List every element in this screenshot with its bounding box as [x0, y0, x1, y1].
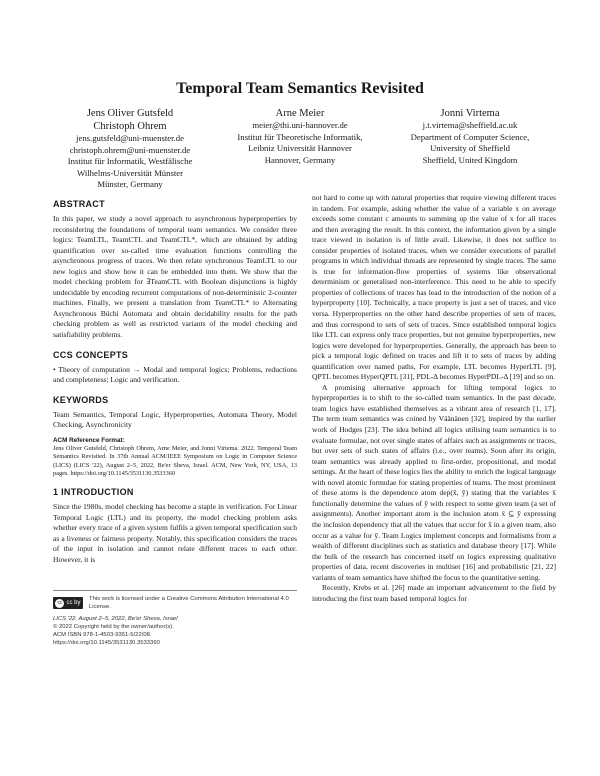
- author-names-1: Jens Oliver Gutsfeld Christoph Ohrem: [86, 108, 174, 132]
- license-text: This work is licensed under a Creative Commons Attribution International 4.0 License.: [89, 596, 289, 610]
- intro-text: Since the 1980s, model checking has become a staple in verification. For Linear Temporal Logic (LTL) and its property, the model checking problem asks whether every trace of a given system fulfils a given temporal specification such as a liveness or fairness property. Notably, this specification considers the traces of the input in isolation and cannot relate different traces to each other. However, it is: [53, 502, 297, 564]
- acm-reference: [53, 437, 297, 478]
- keywords-text: Team Semantics, Temporal Logic, Hyperproperties, Automata Theory, Model Checking, Asynchronicity: [53, 409, 297, 430]
- cc-badge-text: cc by: [66, 600, 81, 606]
- acm-reference-label: ACM Reference Format:: [53, 436, 125, 444]
- author-names-3: Jonni Virtema: [440, 108, 500, 119]
- license-footer: [53, 590, 297, 647]
- right-paragraph-3: Recently, Krebs et al. [26] made an important advancement to the field by introducing the first team based temporal logics for: [312, 583, 556, 603]
- ccs-heading: CCS CONCEPTS: [53, 349, 129, 360]
- author-names-2: Arne Meier: [275, 108, 325, 119]
- author-affiliation-1: jens.gutsfeld@uni-muenster.de christoph.ohrem@uni-muenster.de Institut für Informatik, Westfälische Wilhelms-Universität Münster Münster, Germany: [67, 133, 193, 190]
- right-paragraph-2: A promising alternative approach for lifting temporal logics to hyperproperties is to shift to the so-called team semantics. In the past decade, team logics have established themselves as a vibrant area of research [1, 17]. The term team semantics was coined by Väänänen [32], inspired by the earlier work of Hodges [23]. The idea behind all logics utilising team semantics is to evaluate formulae, not over single states of affairs such as assignments or traces, but over sets of such states of affairs (i.e., over teams). Soon after its origin, team semantics was already applied to first-order, propositional, and modal settings. At the heart of these logics lies the ability to enrich the logical language with novel atomic formulae for stating properties of teams. The most prominent of these atoms is the dependence atom dep(x̄, ȳ) stating that the variables x̄ functionally determine the values of ȳ with respect to some given team (a set of assignments). Another important atom is the inclusion atom x̄ ⊆ ȳ expressing the inclusion dependency that all the values that occur for x̄ in a given team, also occur as a value for ȳ. Team Logics implement concepts and formalisms from a wealth of different disciplines such as statistics and database theory [17]. While the bulk of the research has concerned itself on logics expressing qualitative properties of data, recent discoveries in multiset [16] and probabilistic [21, 22] variants of team semantics have shifted the focus to the quantitative setting.: [312, 382, 556, 582]
- author-block-2: [222, 107, 378, 166]
- ccs-text: • Theory of computation → Modal and temporal logics; Problems, reductions and completeness; Logic and verification.: [53, 364, 297, 385]
- paper-title: Temporal Team Semantics Revisited: [176, 80, 424, 97]
- author-affiliation-2: meier@thi.uni-hannover.de Institut für Theoretische Informatik, Leibniz Universität Hannover Hannover, Germany: [237, 120, 363, 165]
- doi-link[interactable]: https://doi.org/10.1145/3531130.3533360: [53, 640, 160, 646]
- isbn-line: ACM ISBN 978-1-4503-9351-5/22/08.: [53, 632, 152, 638]
- right-paragraph-1: not hard to come up with natural properties that require viewing different traces in tandem. For example, asking whether the value of a variable x on average exceeds some constant c amounts to summing up the value of x for all traces and then averaging the result. In this context, the information given by a single trace viewed in isolation is of little avail. Likewise, it does not suffice to consider properties of isolated traces, when we consider executions of parallel programs in which individual threads are represented by single traces. The same is true for information-flow properties of systems like observational determinism or generalised non-interference. This need to be able to specify properties of collections of traces has lead to the introduction of the notion of a hyperproperty [10]. Technically, a trace property is just a set of traces, and vice versa. Hyperproperties on the other hand describe properties of sets of traces, and thus correspond to sets of sets of traces. Since established temporal logics like LTL can express only trace properties, but not genuine hyperproperties, new logics were developed for hyperproperties. Generally, the approach has been to pick a temporal logic defined on traces and lift it to sets of traces by adding quantification over named paths, For example, LTL becomes HyperLTL [9], QPTL becomes HyperQPTL [31], PDL-Δ becomes HyperPDL-Δ [19] and so on.: [312, 193, 556, 382]
- left-column: [53, 199, 297, 566]
- intro-heading: 1 INTRODUCTION: [53, 487, 134, 498]
- copyright-line: © 2022 Copyright held by the owner/author(s).: [53, 624, 174, 630]
- creative-commons-icon: cc cc by: [53, 597, 83, 609]
- acm-reference-text: Jens Oliver Gutsfeld, Christoph Ohrem, Arne Meier, and Jonni Virtema. 2022. Temporal Team Semantics Revisited. In 37th Annual ACM/IEEE Symposium on Logic in Computer Science (LICS) (LICS '22), August 2–5, 2022, Be'er Sheva, Israel. ACM, New York, NY, USA, 13 pages. https://doi.org/10.1145/3531130.3533360: [53, 445, 297, 477]
- author-block-3: [395, 107, 545, 166]
- keywords-heading: KEYWORDS: [53, 394, 109, 405]
- author-block-1: [55, 107, 205, 191]
- abstract-heading: ABSTRACT: [53, 199, 105, 209]
- conference-line: LICS '22, August 2–5, 2022, Be'er Sheva, Israel: [53, 616, 178, 622]
- abstract-text: In this paper, we study a novel approach to asynchronous hyperproperties by reconsidering the foundations of temporal team semantics. We consider three logics: TeamLTL, TeamCTL and TeamCTL*, which are obtained by adding quantification over so-called time evaluation functions controlling the asynchronous progress of traces. We then relate synchronous TeamLTL to our new logics and show how it can be embedded into them. We show that the model checking problem for ∃TeamCTL with Boolean disjunctions is highly undecidable by encoding recurrent computations of non-deterministic 2-counter machines. Finally, we present a translation from TeamCTL* to Alternating Asynchronous Büchi Automata and obtain decidability results for the path checking problem as well as restricted variants of the model checking and satisfiability problems.: [53, 214, 297, 340]
- author-affiliation-3: j.t.virtema@sheffield.ac.uk Department of Computer Science, University of Sheffield Sheffield, United Kingdom: [410, 120, 530, 165]
- right-column: [312, 193, 556, 604]
